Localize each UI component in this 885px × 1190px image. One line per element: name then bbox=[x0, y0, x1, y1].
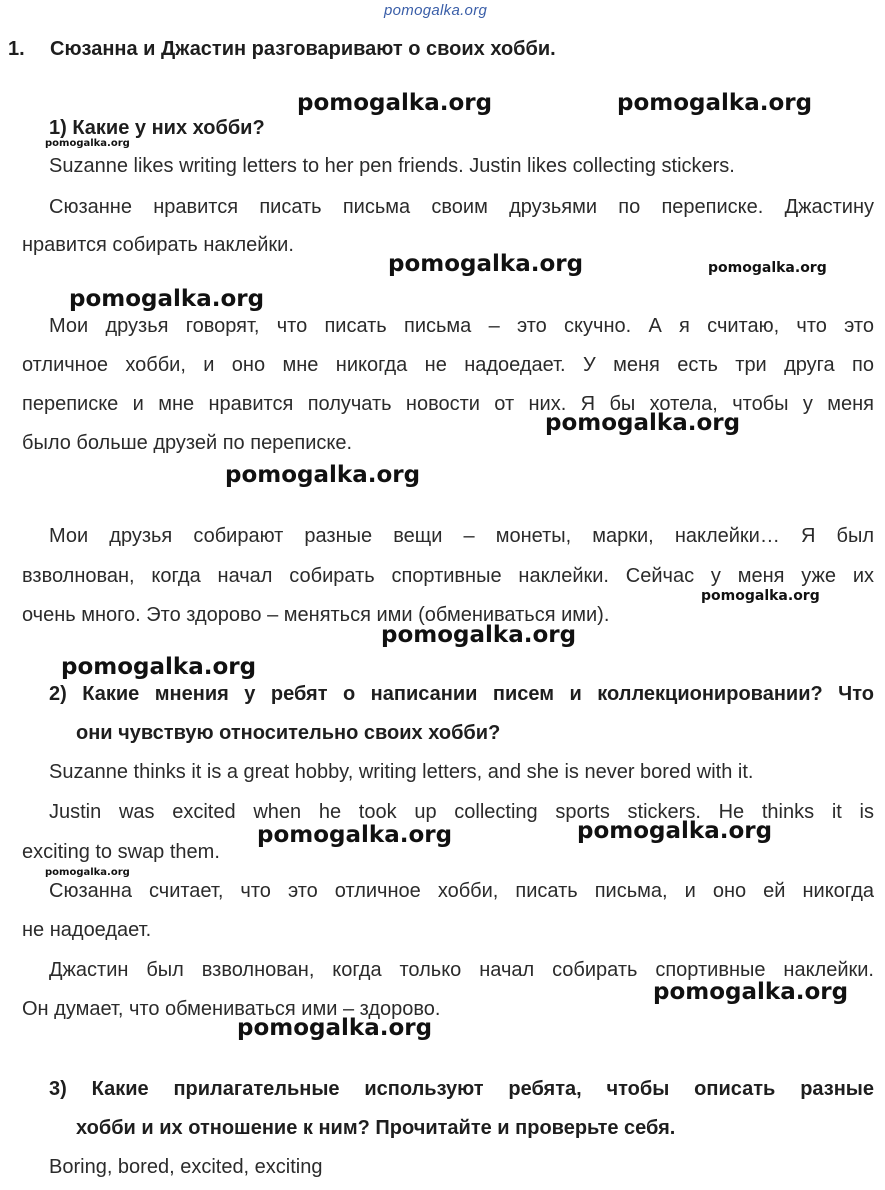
watermark-top: pomogalka.org bbox=[384, 2, 488, 19]
q2-english-2-line-1: Justin was excited when he took up collecting sports stickers. He thinks it is bbox=[49, 801, 874, 823]
watermark: pomogalka.org bbox=[61, 654, 257, 680]
watermark: pomogalka.org bbox=[617, 90, 813, 116]
watermark: pomogalka.org bbox=[297, 90, 493, 116]
q2-russian-1-line-1: Сюзанна считает, что это отличное хобби, писать письма, и оно ей никогда bbox=[49, 880, 874, 902]
q1-para1-line-1: Мои друзья говорят, что писать письма – это скучно. А я считаю, что это bbox=[49, 315, 874, 337]
task-title: Сюзанна и Джастин разговаривают о своих хобби. bbox=[50, 38, 556, 60]
q2-russian-2-line-1: Джастин был взволнован, когда только начал собирать спортивные наклейки. bbox=[49, 959, 874, 981]
watermark: pomogalka.org bbox=[69, 286, 265, 312]
watermark: pomogalka.org bbox=[257, 822, 453, 848]
watermark: pomogalka.org bbox=[237, 1015, 433, 1041]
task-number: 1. bbox=[8, 38, 25, 60]
q2-heading-line-1: 2) Какие мнения у ребят о написании писем и коллекционировании? Что bbox=[49, 683, 874, 705]
watermark: pomogalka.org bbox=[653, 979, 849, 1005]
q2-russian-2-line-2: Он думает, что обмениваться ими – здорово. bbox=[22, 998, 441, 1020]
watermark: pomogalka.org bbox=[577, 818, 773, 844]
q1-heading: 1) Какие у них хобби? bbox=[49, 117, 265, 139]
watermark: pomogalka.org bbox=[388, 251, 584, 277]
watermark: pomogalka.org bbox=[708, 260, 827, 276]
q1-para1-line-2: отличное хобби, и оно мне никогда не надоедает. У меня есть три друга по bbox=[22, 354, 874, 376]
watermark: pomogalka.org bbox=[45, 867, 130, 878]
q2-heading-line-2: они чувствую относительно своих хобби? bbox=[76, 722, 501, 744]
q3-answer: Boring, bored, excited, exciting bbox=[49, 1156, 323, 1178]
q2-english-1: Suzanne thinks it is a great hobby, writing letters, and she is never bored with it. bbox=[49, 761, 754, 783]
watermark: pomogalka.org bbox=[701, 588, 820, 604]
q1-english-answer: Suzanne likes writing letters to her pen friends. Justin likes collecting stickers. bbox=[49, 155, 735, 177]
q2-english-2-line-2: exciting to swap them. bbox=[22, 841, 220, 863]
q2-russian-1-line-2: не надоедает. bbox=[22, 919, 152, 941]
watermark: pomogalka.org bbox=[225, 462, 421, 488]
watermark: pomogalka.org bbox=[545, 410, 741, 436]
q1-para2-line-2: взволнован, когда начал собирать спортивные наклейки. Сейчас у меня уже их bbox=[22, 565, 874, 587]
q1-para2-line-3: очень много. Это здорово – меняться ими (обмениваться ими). bbox=[22, 604, 610, 626]
q1-para1-line-3: переписке и мне нравится получать новости от них. Я бы хотела, чтобы у меня bbox=[22, 393, 874, 415]
q1-para2-line-1: Мои друзья собирают разные вещи – монеты, марки, наклейки… Я был bbox=[49, 525, 874, 547]
q3-heading-line-1: 3) Какие прилагательные используют ребята, чтобы описать разные bbox=[49, 1078, 874, 1100]
q3-heading-line-2: хобби и их отношение к ним? Прочитайте и проверьте себя. bbox=[76, 1117, 676, 1139]
watermark: pomogalka.org bbox=[381, 622, 577, 648]
q1-russian-line-2: нравится собирать наклейки. bbox=[22, 234, 294, 256]
q1-para1-line-4: было больше друзей по переписке. bbox=[22, 432, 353, 454]
q1-russian-line-1: Сюзанне нравится писать письма своим друзьями по переписке. Джастину bbox=[49, 196, 874, 218]
watermark: pomogalka.org bbox=[45, 138, 130, 149]
